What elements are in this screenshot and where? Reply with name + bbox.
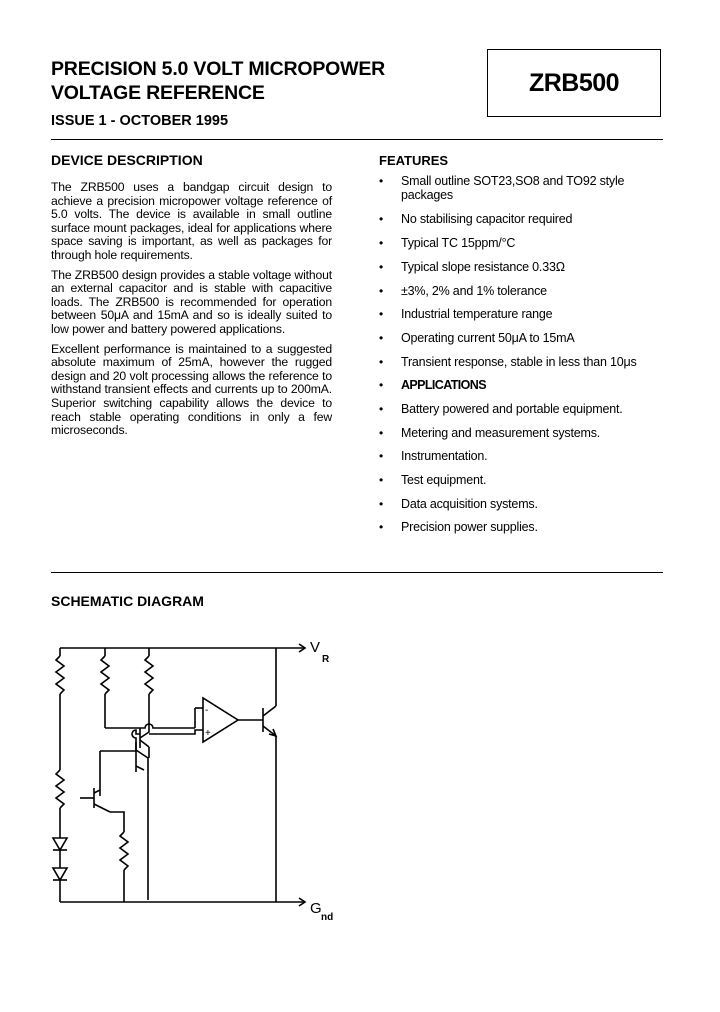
schematic-diagram <box>40 630 360 930</box>
feature-text: Typical slope resistance 0.33Ω <box>401 260 565 274</box>
feature-text: No stabilising capacitor required <box>401 212 573 226</box>
title-line-1: PRECISION 5.0 VOLT MICROPOWER <box>51 58 386 80</box>
bullet-icon: • <box>379 449 384 463</box>
application-text: Instrumentation. <box>401 449 488 463</box>
bullet-icon: • <box>379 212 384 226</box>
bullet-icon: • <box>379 497 384 511</box>
output-transistor <box>263 648 276 902</box>
application-text: Precision power supplies. <box>401 520 538 534</box>
gnd-rail <box>60 898 305 906</box>
application-text: Data acquisition systems. <box>401 497 538 511</box>
header-divider <box>51 139 663 140</box>
document-title <box>51 57 385 105</box>
feature-text: Transient response, stable in less than 10μs <box>401 355 637 369</box>
section-divider <box>51 572 663 573</box>
applications-heading: APPLICATIONS <box>401 378 486 392</box>
gnd-subscript: nd <box>321 912 334 923</box>
application-text: Battery powered and portable equipment. <box>401 402 623 416</box>
diode-d2 <box>53 868 67 902</box>
bullet-icon: • <box>379 402 384 416</box>
vr-rail <box>60 644 305 652</box>
bullet-icon: • <box>379 426 384 440</box>
bullet-icon: • <box>379 174 384 188</box>
description-paragraph-1: The ZRB500 uses a bandgap circuit design to achieve a precision micropower voltage reference of 5.0 volts. The device is available in small outline surface mount packages, ideal for applications where space saving is important, as well as packages for through hole requirements. <box>51 180 332 262</box>
op-amp <box>203 698 263 742</box>
feature-text: Industrial temperature range <box>401 307 553 321</box>
application-text: Test equipment. <box>401 473 487 487</box>
diode-d1 <box>53 816 67 868</box>
title-line-2: VOLTAGE REFERENCE <box>51 82 265 104</box>
gnd-label: G <box>310 900 322 917</box>
feature-text: ±3%, 2% and 1% tolerance <box>401 284 547 298</box>
issue-date: ISSUE 1 - OCTOBER 1995 <box>51 113 229 129</box>
opamp-minus-label: - <box>205 705 209 716</box>
feature-text: Small outline SOT23,SO8 and TO92 style packages <box>401 174 625 202</box>
feature-text: Typical TC 15ppm/°C <box>401 236 516 250</box>
transistor-q1 <box>132 726 203 758</box>
bullet-icon: • <box>379 307 384 321</box>
resistor-r2 <box>101 648 109 728</box>
opamp-plus-label: + <box>205 728 211 739</box>
bullet-icon: • <box>379 520 384 534</box>
description-paragraph-3: Excellent performance is maintained to a suggested absolute maximum of 25mA, however the rugged design and 20 volt processing allows the reference to withstand transient effects and currents up to 200mA. Superior switching capability allows the device to reach stable operating conditions in only a few microseconds. <box>51 341 332 438</box>
device-description-body <box>51 181 332 444</box>
features-heading: FEATURES <box>379 153 449 168</box>
vr-subscript: R <box>322 654 330 665</box>
application-text: Metering and measurement systems. <box>401 426 601 440</box>
feature-text: Operating current 50μA to 15mA <box>401 331 575 345</box>
feedback-wire <box>105 708 203 728</box>
bullet-icon: • <box>379 236 384 250</box>
schematic-heading: SCHEMATIC DIAGRAM <box>51 593 204 609</box>
bullet-icon: • <box>379 331 384 345</box>
bullet-icon: • <box>379 473 384 487</box>
transistor-q3 <box>80 751 124 826</box>
bullet-icon: • <box>379 378 384 392</box>
resistor-r4 <box>56 766 64 816</box>
description-paragraph-2: The ZRB500 design provides a stable voltage without an external capacitor and is stable with capacitive loads. The ZRB500 is recommended for operation between 50μA and 15mA and so is ideally suited to low power and battery powered applications. <box>51 267 332 336</box>
part-number-box <box>487 49 661 117</box>
bullet-icon: • <box>379 284 384 298</box>
device-description-heading: DEVICE DESCRIPTION <box>51 152 203 168</box>
bullet-icon: • <box>379 260 384 274</box>
resistor-r3 <box>145 648 153 726</box>
vr-label: V <box>310 639 321 656</box>
part-number: ZRB500 <box>528 68 620 97</box>
resistor-r1 <box>56 648 64 766</box>
bullet-icon: • <box>379 355 384 369</box>
resistor-r5 <box>120 826 128 902</box>
